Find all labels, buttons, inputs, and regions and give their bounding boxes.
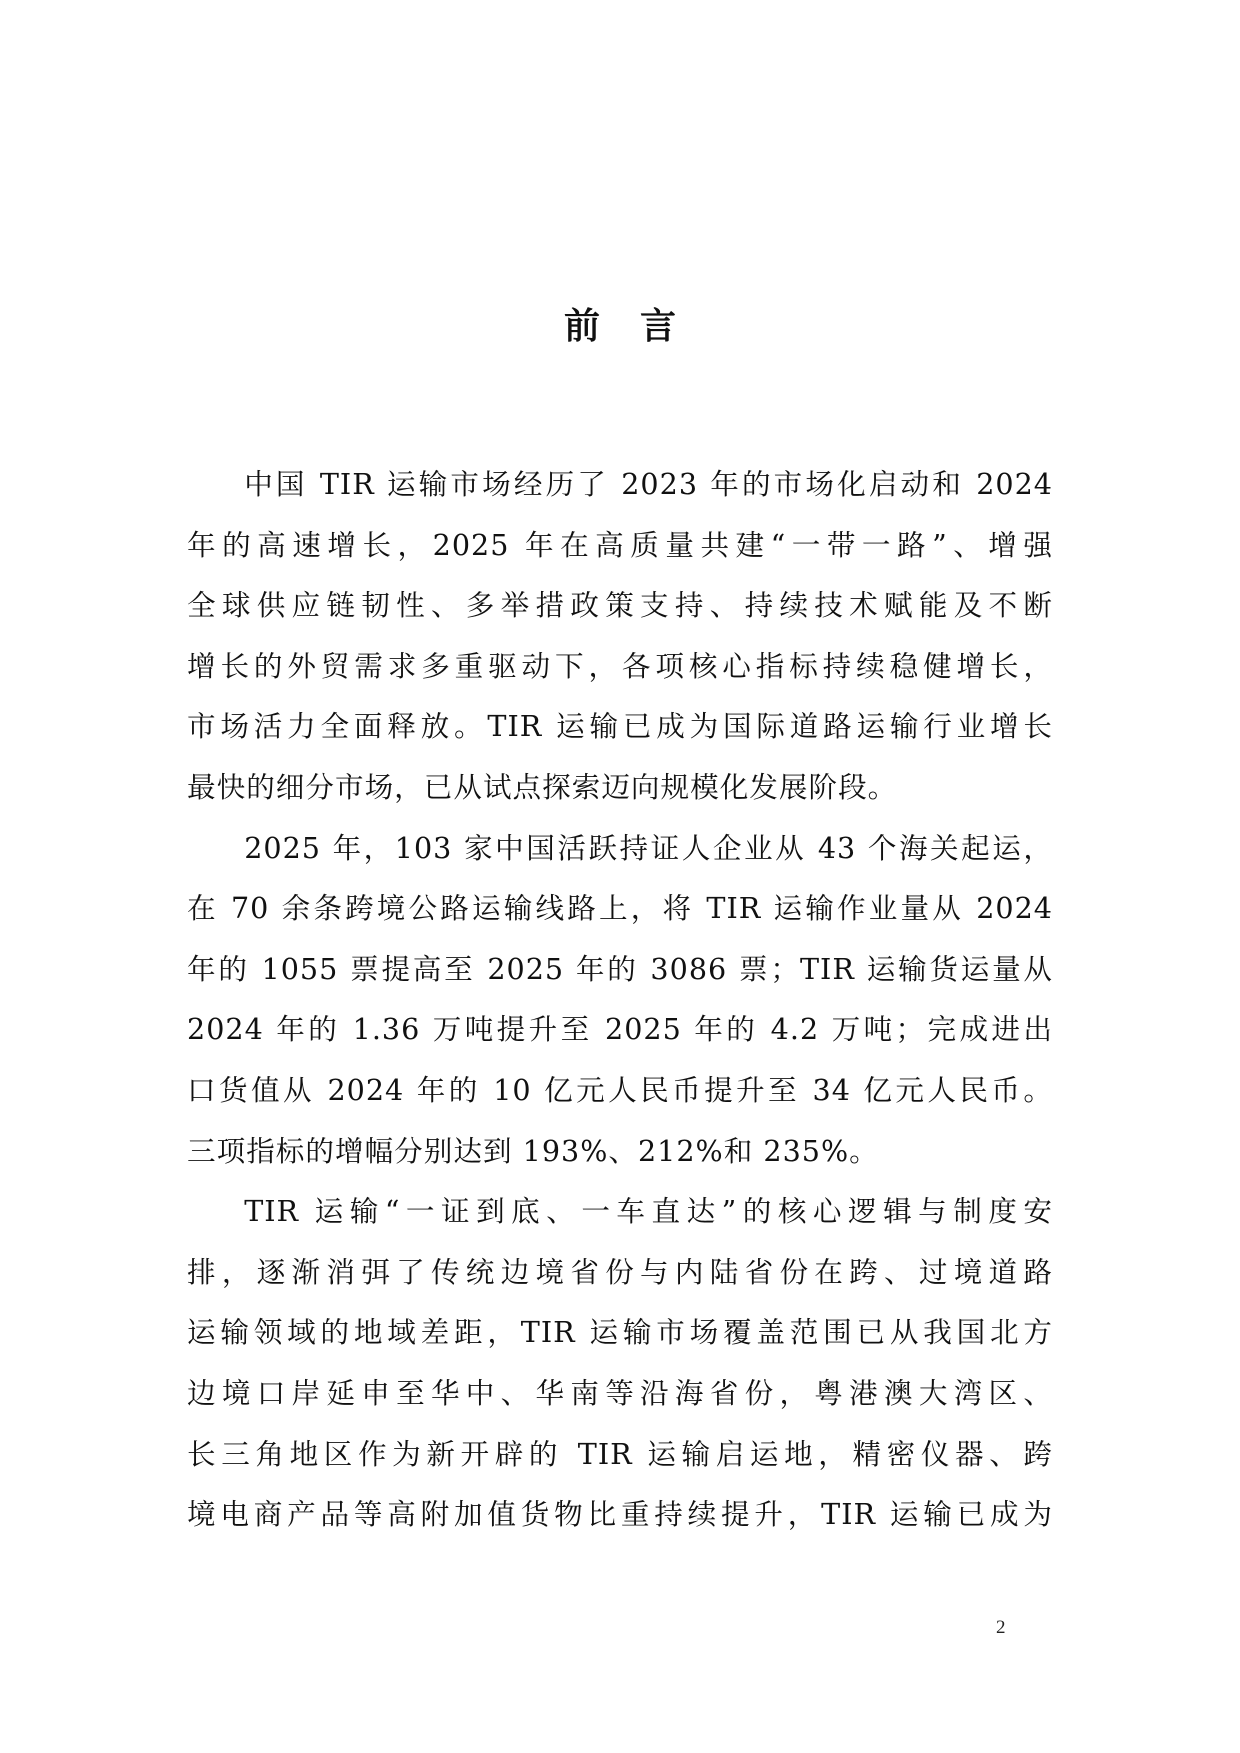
paragraph-3 — [187, 1181, 1053, 1545]
text-line: 运输领域的地域差距，TIR 运输市场覆盖范围已从我国北方 — [187, 1315, 1053, 1350]
page-number: 2 — [996, 1617, 1006, 1638]
text-line: 三项指标的增幅分别达到 193%、212%和 235%。 — [187, 1133, 879, 1168]
text-line: 境电商产品等高附加值货物比重持续提升，TIR 运输已成为 — [187, 1497, 1053, 1532]
text-line: 2025 年，103 家中国活跃持证人企业从 43 个海关起运， — [244, 830, 1053, 865]
paragraph-1 — [187, 454, 1053, 818]
text-line: 年的高速增长，2025 年在高质量共建“一带一路”、增强 — [187, 527, 1053, 562]
text-line: 全球供应链韧性、多举措政策支持、持续技术赋能及不断 — [187, 588, 1053, 623]
document-body — [187, 454, 1053, 1545]
text-line: 增长的外贸需求多重驱动下，各项核心指标持续稳健增长， — [187, 648, 1053, 683]
text-line: 口货值从 2024 年的 10 亿元人民币提升至 34 亿元人民币。 — [187, 1072, 1053, 1107]
text-line: TIR 运输“一证到底、一车直达”的核心逻辑与制度安 — [244, 1194, 1053, 1229]
text-line: 2024 年的 1.36 万吨提升至 2025 年的 4.2 万吨；完成进出 — [187, 1012, 1053, 1047]
page-title: 前言 — [563, 306, 716, 347]
text-line: 在 70 余条跨境公路运输线路上，将 TIR 运输作业量从 2024 — [187, 891, 1053, 926]
text-line: 中国 TIR 运输市场经历了 2023 年的市场化启动和 2024 — [244, 467, 1053, 501]
paragraph-2 — [187, 818, 1053, 1182]
text-line: 边境口岸延申至华中、华南等沿海省份，粤港澳大湾区、 — [187, 1375, 1053, 1410]
text-line: 最快的细分市场，已从试点探索迈向规模化发展阶段。 — [187, 769, 898, 804]
text-line: 排，逐渐消弭了传统边境省份与内陆省份在跨、过境道路 — [187, 1254, 1053, 1289]
text-line: 市场活力全面释放。TIR 运输已成为国际道路运输行业增长 — [187, 709, 1053, 744]
text-line: 长三角地区作为新开辟的 TIR 运输启运地，精密仪器、跨 — [187, 1436, 1053, 1471]
text-line: 年的 1055 票提高至 2025 年的 3086 票；TIR 运输货运量从 — [187, 951, 1053, 986]
